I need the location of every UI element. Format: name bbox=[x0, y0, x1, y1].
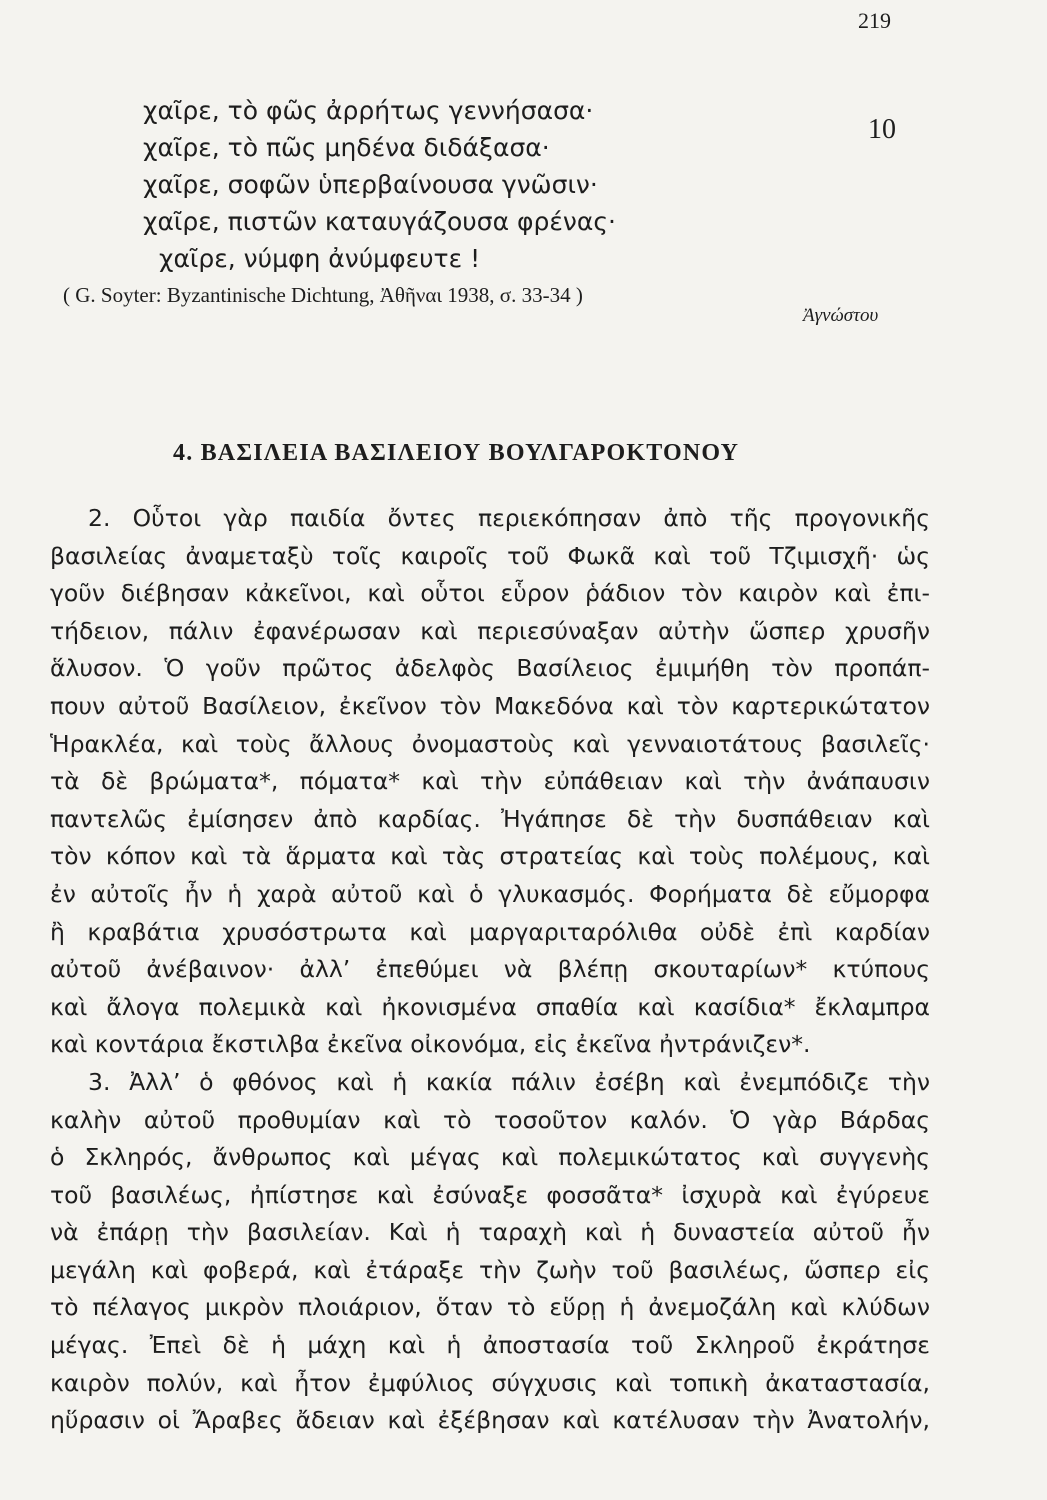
text-line: καὶ ἄλογα πολεμικὰ καὶ ἠκονισμένα σπαθία καὶ κασίδια* ἔκλαμπρα bbox=[50, 992, 930, 1021]
text-line: τήδειον, πάλιν ἐφανέρωσαν καὶ περιεσύναξαν αὐτὴν ὥσπερ χρυσῆν bbox=[50, 616, 930, 645]
text-line: καλὴν αὐτοῦ προθυμίαν καὶ τὸ τοσοῦτον καλόν. Ὁ γὰρ Βάρδας bbox=[50, 1105, 930, 1134]
body-text bbox=[50, 500, 930, 1440]
text-line: μεγάλη καὶ φοβερά, καὶ ἐτάραξε τὴν ζωὴν τοῦ βασιλέως, ὥσπερ εἰς bbox=[50, 1255, 930, 1284]
verse-line-number: 10 bbox=[868, 114, 896, 145]
text-line: μέγας. Ἐπεὶ δὲ ἡ μάχη καὶ ἡ ἀποστασία τοῦ Σκληροῦ ἐκράτησε bbox=[50, 1331, 930, 1360]
section-heading: 4. ΒΑΣΙΛΕΙΑ ΒΑΣΙΛΕΙΟΥ ΒΟΥΛΓΑΡΟΚΤΟΝΟΥ bbox=[173, 440, 740, 466]
text-line: ἢ κραβάτια χρυσόστρωτα καὶ μαργαριταρόλιθα οὐδὲ ἐπὶ καρδίαν bbox=[50, 917, 930, 946]
text-line: τὰ δὲ βρώματα*, πόματα* καὶ τὴν εὐπάθειαν καὶ τὴν ἀνάπαυσιν bbox=[50, 767, 930, 796]
page-number: 219 bbox=[858, 8, 891, 33]
poem bbox=[143, 92, 943, 277]
text-line: καὶ κοντάρια ἔκστιλβα ἐκεῖνα οἰκονόμα, εἰς ἐκεῖνα ἠντράνιζεν*. bbox=[50, 1030, 811, 1059]
text-line: Ἡρακλέα, καὶ τοὺς ἄλλους ὀνομαστοὺς καὶ γενναιοτάτους βασιλεῖς· bbox=[50, 729, 930, 758]
text-line: αὐτοῦ ἀνέβαινον· ἀλλ’ ἐπεθύμει νὰ βλέπῃ σκουταρίων* κτύπους bbox=[50, 955, 930, 984]
text-line: παντελῶς ἐμίσησεν ἀπὸ καρδίας. Ἠγάπησε δὲ τὴν δυσπάθειαν καὶ bbox=[50, 804, 930, 833]
text-line: πουν αὐτοῦ Βασίλειον, ἐκεῖνον τὸν Μακεδόνα καὶ τὸν καρτερικώτατον bbox=[50, 691, 930, 720]
text-line: ἐν αὐτοῖς ἦν ἡ χαρὰ αὐτοῦ καὶ ὁ γλυκασμός. Φορήματα δὲ εὔμορφα bbox=[50, 879, 930, 908]
poem-line: χαῖρε, σοφῶν ὑπερβαίνουσα γνῶσιν· bbox=[143, 170, 598, 199]
text-line: τὸν κόπον καὶ τὰ ἅρματα καὶ τὰς στρατείας καὶ τοὺς πολέμους, καὶ bbox=[50, 842, 930, 871]
text-line: καιρὸν πολύν, καὶ ἦτον ἐμφύλιος σύγχυσις καὶ τοπικὴ ἀκαταστασία, bbox=[50, 1368, 930, 1397]
text-line: τοῦ βασιλέως, ἠπίστησε καὶ ἐσύναξε φοσσᾶτα* ἰσχυρὰ καὶ ἐγύρευε bbox=[50, 1180, 930, 1209]
text-line: νὰ ἐπάρῃ τὴν βασιλείαν. Καὶ ἡ ταραχὴ καὶ ἡ δυναστεία αὐτοῦ ἦν bbox=[50, 1218, 930, 1247]
poem-author: Ἀγνώστου bbox=[803, 305, 879, 326]
citation: ( G. Soyter: Byzantinische Dichtung, Ἀθῆναι 1938, σ. 33-34 ) bbox=[63, 283, 583, 307]
text-line: ἅλυσον. Ὁ γοῦν πρῶτος ἀδελφὸς Βασίλειος ἐμιμήθη τὸν προπάπ- bbox=[50, 654, 930, 683]
poem-line: χαῖρε, πιστῶν καταυγάζουσα φρένας· bbox=[143, 207, 616, 236]
text-line: 3. Ἀλλ’ ὁ φθόνος καὶ ἡ κακία πάλιν ἐσέβη καὶ ἐνεμπόδιζε τὴν bbox=[88, 1067, 930, 1096]
text-line: 2. Οὗτοι γὰρ παιδία ὄντες περιεκόπησαν ἀπὸ τῆς προγονικῆς bbox=[88, 504, 930, 532]
text-line: ὁ Σκληρός, ἄνθρωπος καὶ μέγας καὶ πολεμικώτατος καὶ συγγενὴς bbox=[50, 1143, 930, 1172]
text-line: βασιλείας ἀναμεταξὺ τοῖς καιροῖς τοῦ Φωκᾶ καὶ τοῦ Τζιμισχῆ· ὡς bbox=[50, 541, 930, 570]
poem-line: χαῖρε, νύμφη ἀνύμφευτε ! bbox=[159, 244, 481, 273]
text-line: ηὕρασιν οἱ Ἄραβες ἄδειαν καὶ ἐξέβησαν καὶ κατέλυσαν τὴν Ἀνατολήν, bbox=[50, 1406, 930, 1435]
poem-line: χαῖρε, τὸ πῶς μηδένα διδάξασα· bbox=[143, 133, 550, 162]
poem-line: χαῖρε, τὸ φῶς ἀρρήτως γεννήσασα· bbox=[143, 96, 594, 125]
text-line: τὸ πέλαγος μικρὸν πλοιάριον, ὅταν τὸ εὕρῃ ἡ ἀνεμοζάλη καὶ κλύδων bbox=[50, 1293, 930, 1322]
text-line: γοῦν διέβησαν κἀκεῖνοι, καὶ οὗτοι εὗρον ῥάδιον τὸν καιρὸν καὶ ἐπι- bbox=[50, 579, 930, 608]
